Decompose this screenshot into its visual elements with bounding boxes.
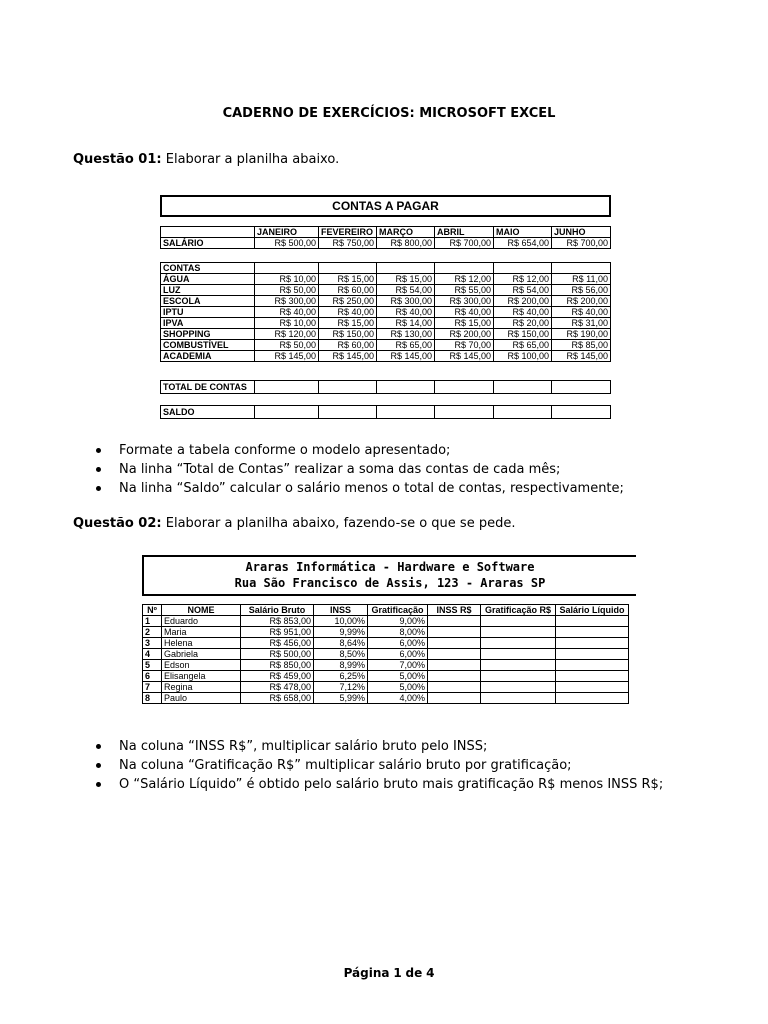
conta-value: R$ 40,00 <box>435 307 494 318</box>
conta-value: R$ 145,00 <box>319 351 377 362</box>
conta-value: R$ 12,00 <box>494 274 552 285</box>
list-item: Formate a tabela conforme o modelo apresentado; <box>92 441 624 460</box>
month-header: ABRIL <box>435 227 494 238</box>
conta-value: R$ 60,00 <box>319 285 377 296</box>
inss-rate: 7,12% <box>314 682 368 693</box>
conta-value: R$ 40,00 <box>552 307 611 318</box>
column-header: NOME <box>162 605 241 616</box>
gross-salary: R$ 658,00 <box>241 693 314 704</box>
conta-value: R$ 54,00 <box>377 285 435 296</box>
conta-name: ESCOLA <box>161 296 255 307</box>
conta-value: R$ 200,00 <box>494 296 552 307</box>
inss-rate: 9,99% <box>314 627 368 638</box>
salary-label: SALÁRIO <box>161 238 255 249</box>
salary-cell: R$ 700,00 <box>435 238 494 249</box>
conta-value: R$ 300,00 <box>435 296 494 307</box>
conta-value: R$ 120,00 <box>255 329 319 340</box>
total-row <box>161 381 611 394</box>
conta-value: R$ 10,00 <box>255 274 319 285</box>
table-row <box>143 616 629 627</box>
inss-rate: 8,50% <box>314 649 368 660</box>
conta-value: R$ 60,00 <box>319 340 377 351</box>
conta-row <box>161 329 611 340</box>
employee-name: Elisangela <box>162 671 241 682</box>
employee-name: Gabriela <box>162 649 241 660</box>
question-01 <box>73 152 339 167</box>
conta-value: R$ 300,00 <box>255 296 319 307</box>
gross-salary: R$ 850,00 <box>241 660 314 671</box>
conta-value: R$ 145,00 <box>377 351 435 362</box>
inss-rate: 5,99% <box>314 693 368 704</box>
page-footer <box>0 966 768 980</box>
salary-cell: R$ 654,00 <box>494 238 552 249</box>
question-01-label: Questão 01: <box>73 152 162 167</box>
list-item: Na linha “Total de Contas” realizar a soma das contas de cada mês; <box>92 460 624 479</box>
list-item: Na coluna “Gratificação R$” multiplicar salário bruto por gratificação; <box>92 756 663 775</box>
q2-instructions <box>92 737 663 794</box>
bonus-rate: 4,00% <box>368 693 428 704</box>
conta-value: R$ 190,00 <box>552 329 611 340</box>
row-number: 7 <box>143 682 162 693</box>
month-header: MARÇO <box>377 227 435 238</box>
conta-value: R$ 200,00 <box>435 329 494 340</box>
conta-value: R$ 15,00 <box>319 274 377 285</box>
gross-salary: R$ 951,00 <box>241 627 314 638</box>
conta-name: ÁGUA <box>161 274 255 285</box>
conta-row <box>161 296 611 307</box>
conta-value: R$ 15,00 <box>435 318 494 329</box>
conta-value: R$ 100,00 <box>494 351 552 362</box>
contas-label: CONTAS <box>161 263 255 274</box>
sheet2-header <box>142 555 636 596</box>
saldo-row <box>161 406 611 419</box>
row-number: 2 <box>143 627 162 638</box>
conta-value: R$ 40,00 <box>255 307 319 318</box>
conta-value: R$ 50,00 <box>255 285 319 296</box>
contas-label-row <box>161 263 611 274</box>
salary-row <box>161 238 611 249</box>
conta-name: LUZ <box>161 285 255 296</box>
question-02-label: Questão 02: <box>73 516 162 531</box>
conta-value: R$ 50,00 <box>255 340 319 351</box>
company-name: Araras Informática - Hardware e Software <box>245 560 535 574</box>
saldo-table <box>160 405 611 419</box>
employee-name: Helena <box>162 638 241 649</box>
conta-value: R$ 31,00 <box>552 318 611 329</box>
month-header: MAIO <box>494 227 552 238</box>
inss-rate: 8,99% <box>314 660 368 671</box>
employees-table <box>142 604 629 704</box>
month-header: JUNHO <box>552 227 611 238</box>
footer-page: 1 <box>393 966 402 980</box>
column-header: Gratificação R$ <box>481 605 556 616</box>
contas-header-table <box>160 226 611 249</box>
conta-value: R$ 145,00 <box>435 351 494 362</box>
conta-value: R$ 40,00 <box>319 307 377 318</box>
employee-name: Regina <box>162 682 241 693</box>
salary-cell: R$ 500,00 <box>255 238 319 249</box>
conta-value: R$ 150,00 <box>319 329 377 340</box>
conta-value: R$ 56,00 <box>552 285 611 296</box>
conta-value: R$ 40,00 <box>377 307 435 318</box>
total-label: TOTAL DE CONTAS <box>161 381 255 394</box>
conta-value: R$ 12,00 <box>435 274 494 285</box>
conta-name: ACADEMIA <box>161 351 255 362</box>
table-row <box>143 682 629 693</box>
conta-row <box>161 340 611 351</box>
salary-cell: R$ 800,00 <box>377 238 435 249</box>
footer-mid: de <box>405 966 423 980</box>
conta-name: IPVA <box>161 318 255 329</box>
conta-row <box>161 285 611 296</box>
conta-value: R$ 15,00 <box>377 274 435 285</box>
bonus-rate: 9,00% <box>368 616 428 627</box>
conta-value: R$ 10,00 <box>255 318 319 329</box>
bonus-rate: 7,00% <box>368 660 428 671</box>
gross-salary: R$ 459,00 <box>241 671 314 682</box>
conta-value: R$ 54,00 <box>494 285 552 296</box>
employee-name: Paulo <box>162 693 241 704</box>
list-item: O “Salário Líquido” é obtido pelo salário bruto mais gratificação R$ menos INSS R$; <box>92 775 663 794</box>
inss-rate: 10,00% <box>314 616 368 627</box>
table-row <box>143 671 629 682</box>
bonus-rate: 5,00% <box>368 671 428 682</box>
gross-salary: R$ 500,00 <box>241 649 314 660</box>
conta-value: R$ 300,00 <box>377 296 435 307</box>
column-header: Gratificação <box>368 605 428 616</box>
q1-instructions <box>92 441 624 498</box>
corner-cell <box>161 227 255 238</box>
bonus-rate: 6,00% <box>368 649 428 660</box>
conta-value: R$ 145,00 <box>255 351 319 362</box>
sheet1-title: CONTAS A PAGAR <box>160 195 611 217</box>
bonus-rate: 5,00% <box>368 682 428 693</box>
gross-salary: R$ 456,00 <box>241 638 314 649</box>
column-header: Nº <box>143 605 162 616</box>
conta-value: R$ 65,00 <box>494 340 552 351</box>
table-header-row <box>143 605 629 616</box>
row-number: 3 <box>143 638 162 649</box>
month-header: JANEIRO <box>255 227 319 238</box>
conta-value: R$ 145,00 <box>552 351 611 362</box>
list-item: Na coluna “INSS R$”, multiplicar salário bruto pelo INSS; <box>92 737 663 756</box>
contas-table <box>160 262 611 362</box>
row-number: 8 <box>143 693 162 704</box>
employee-name: Edson <box>162 660 241 671</box>
column-header: INSS R$ <box>428 605 481 616</box>
salary-cell: R$ 700,00 <box>552 238 611 249</box>
conta-row <box>161 318 611 329</box>
saldo-label: SALDO <box>161 406 255 419</box>
question-02-text: Elaborar a planilha abaixo, fazendo-se o que se pede. <box>165 516 516 531</box>
question-02 <box>73 516 515 531</box>
conta-value: R$ 20,00 <box>494 318 552 329</box>
document-title: CADERNO DE EXERCÍCIOS: MICROSOFT EXCEL <box>222 106 556 121</box>
conta-value: R$ 200,00 <box>552 296 611 307</box>
table-row <box>143 638 629 649</box>
total-table <box>160 380 611 394</box>
table-row <box>143 693 629 704</box>
gross-salary: R$ 853,00 <box>241 616 314 627</box>
row-number: 4 <box>143 649 162 660</box>
bonus-rate: 8,00% <box>368 627 428 638</box>
employee-name: Maria <box>162 627 241 638</box>
conta-value: R$ 15,00 <box>319 318 377 329</box>
conta-value: R$ 150,00 <box>494 329 552 340</box>
column-header: INSS <box>314 605 368 616</box>
conta-value: R$ 55,00 <box>435 285 494 296</box>
conta-row <box>161 274 611 285</box>
company-address: Rua São Francisco de Assis, 123 - Araras SP <box>234 576 546 590</box>
conta-row <box>161 307 611 318</box>
conta-row <box>161 351 611 362</box>
conta-value: R$ 130,00 <box>377 329 435 340</box>
table-row <box>143 660 629 671</box>
table-row <box>143 649 629 660</box>
conta-value: R$ 14,00 <box>377 318 435 329</box>
salary-cell: R$ 750,00 <box>319 238 377 249</box>
conta-value: R$ 85,00 <box>552 340 611 351</box>
row-number: 5 <box>143 660 162 671</box>
table-row <box>143 627 629 638</box>
conta-value: R$ 65,00 <box>377 340 435 351</box>
conta-name: SHOPPING <box>161 329 255 340</box>
employee-name: Eduardo <box>162 616 241 627</box>
conta-value: R$ 11,00 <box>552 274 611 285</box>
footer-prefix: Página <box>343 966 390 980</box>
gross-salary: R$ 478,00 <box>241 682 314 693</box>
month-header: FEVEREIRO <box>319 227 377 238</box>
row-number: 1 <box>143 616 162 627</box>
inss-rate: 6,25% <box>314 671 368 682</box>
row-number: 6 <box>143 671 162 682</box>
conta-value: R$ 40,00 <box>494 307 552 318</box>
conta-name: IPTU <box>161 307 255 318</box>
column-header: Salário Líquido <box>556 605 629 616</box>
conta-value: R$ 250,00 <box>319 296 377 307</box>
footer-total: 4 <box>426 966 435 980</box>
conta-name: COMBUSTÍVEL <box>161 340 255 351</box>
list-item: Na linha “Saldo” calcular o salário menos o total de contas, respectivamente; <box>92 479 624 498</box>
column-header: Salário Bruto <box>241 605 314 616</box>
conta-value: R$ 70,00 <box>435 340 494 351</box>
bonus-rate: 6,00% <box>368 638 428 649</box>
question-01-text: Elaborar a planilha abaixo. <box>165 152 340 167</box>
inss-rate: 8,64% <box>314 638 368 649</box>
months-row <box>161 227 611 238</box>
